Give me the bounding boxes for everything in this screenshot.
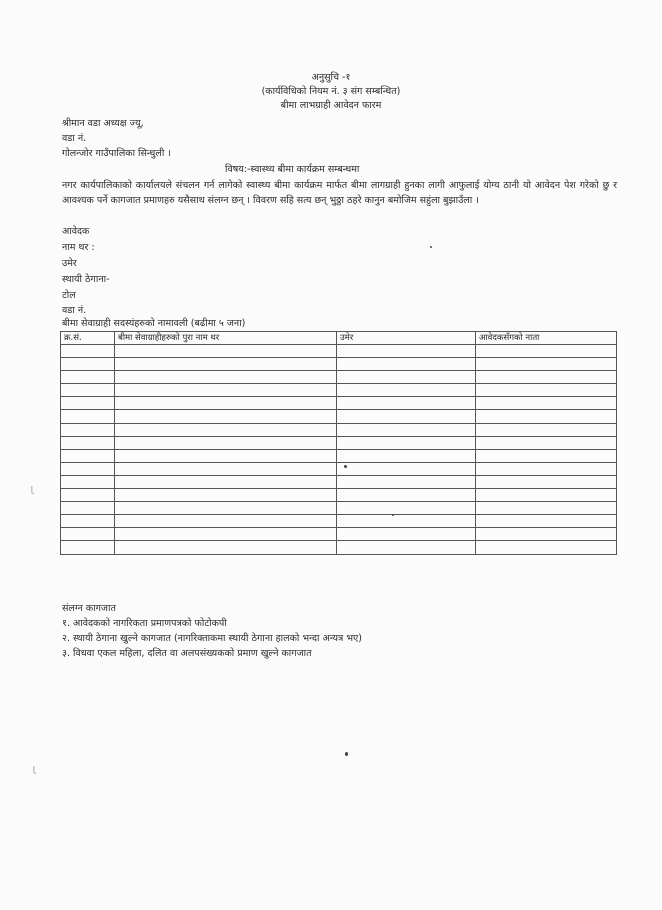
table-cell[interactable] (337, 423, 476, 436)
table-row (61, 515, 617, 528)
application-body: नगर कार्यपालिकाको कार्यालयले संचलन गर्न लागेको स्वास्थ्य बीमा कार्यक्रम मार्फत बीमा लागग्राही हुनका लागी आफुलाई योग्य ठानी यो आवेदन पेश गरेको छु र आवश्यक पर्ने कागजात प्रमाणहरु यसैसाथ संलग्न छन् । विवरण सहि सत्य छन् भुठ्ठा ठहरे कानुन बमोजिम सहुंला बुझाउँला । (62, 180, 617, 206)
table-cell[interactable] (476, 423, 617, 436)
applicant-label: आवेदक (62, 226, 90, 237)
table-cell[interactable] (61, 397, 115, 410)
table-cell[interactable] (476, 345, 617, 358)
form-title: बीमा लाभग्राही आवेदन फारम (280, 100, 382, 111)
applicant-age-field: उमेर (62, 258, 77, 269)
table-cell[interactable] (61, 371, 115, 384)
table-cell[interactable] (476, 397, 617, 410)
table-cell[interactable] (115, 541, 337, 554)
rule-reference: (कार्यविधिको नियम नं. ३ संग सम्बन्धित) (261, 86, 401, 97)
table-row (61, 423, 617, 436)
table-cell[interactable] (337, 436, 476, 449)
table-cell[interactable] (476, 371, 617, 384)
schedule-heading: अनुसुचि -१ (311, 72, 351, 83)
scan-speck (430, 246, 432, 248)
table-cell[interactable] (337, 462, 476, 475)
table-row (61, 528, 617, 541)
applicant-tole-field: टोल (62, 290, 76, 301)
attachment-item-1: १. आवेदकको नागरिकता प्रमाणपत्रको फोटोकपी (62, 618, 227, 629)
table-cell[interactable] (115, 528, 337, 541)
table-row (61, 502, 617, 515)
table-cell[interactable] (476, 528, 617, 541)
table-cell[interactable] (115, 397, 337, 410)
table-cell[interactable] (337, 475, 476, 488)
table-cell[interactable] (476, 449, 617, 462)
table-cell[interactable] (115, 475, 337, 488)
table-cell[interactable] (115, 345, 337, 358)
table-cell[interactable] (61, 358, 115, 371)
table-cell[interactable] (337, 541, 476, 554)
table-cell[interactable] (61, 436, 115, 449)
table-cell[interactable] (476, 515, 617, 528)
header-relation: आवेदकसँगको नाता (476, 332, 617, 345)
attachments-title: संलग्न कागजात (62, 603, 116, 614)
table-cell[interactable] (337, 410, 476, 423)
table-row (61, 358, 617, 371)
attachment-item-2: २. स्थायी ठेगाना खुल्ने कागजात (नागरिक्ताकमा स्थायी ठेगाना हालको भन्दा अन्यत्र भए) (62, 633, 362, 644)
table-cell[interactable] (476, 436, 617, 449)
subject-line: विषय:-स्वास्थ्य बीमा कार्यक्रम सम्बन्धमा (225, 164, 360, 175)
addressee-line-3: गोलन्जोर गाउँपालिका सिन्धुली । (62, 148, 171, 159)
table-cell[interactable] (61, 449, 115, 462)
table-cell[interactable] (476, 384, 617, 397)
scan-mark: ɩ (32, 762, 37, 778)
table-cell[interactable] (115, 384, 337, 397)
header-serial: क्र.सं. (61, 332, 115, 345)
table-cell[interactable] (476, 475, 617, 488)
table-row (61, 475, 617, 488)
addressee-line-1: श्रीमान वडा अध्यक्ष ज्यू, (62, 118, 144, 129)
table-row (61, 410, 617, 423)
table-cell[interactable] (115, 436, 337, 449)
table-cell[interactable] (61, 502, 115, 515)
table-cell[interactable] (337, 515, 476, 528)
applicant-name-field: नाम थर : (62, 242, 95, 253)
table-cell[interactable] (115, 410, 337, 423)
table-cell[interactable] (61, 410, 115, 423)
table-cell[interactable] (337, 358, 476, 371)
table-cell[interactable] (61, 384, 115, 397)
table-row (61, 436, 617, 449)
table-cell[interactable] (61, 541, 115, 554)
table-cell[interactable] (476, 502, 617, 515)
attachment-item-3: ३. विधवा एकल महिला, दलित वा अलपसंख्यकको प्रमाण खुल्ने कागजात (62, 648, 312, 659)
members-table (60, 331, 617, 555)
table-cell[interactable] (61, 515, 115, 528)
table-row (61, 345, 617, 358)
scan-speck (345, 752, 348, 756)
table-cell[interactable] (476, 462, 617, 475)
table-cell[interactable] (61, 423, 115, 436)
table-cell[interactable] (476, 541, 617, 554)
table-row (61, 449, 617, 462)
table-cell[interactable] (115, 371, 337, 384)
table-cell[interactable] (115, 489, 337, 502)
applicant-ward-field: वडा नं. (62, 305, 87, 316)
table-row (61, 462, 617, 475)
table-cell[interactable] (115, 358, 337, 371)
table-cell[interactable] (61, 462, 115, 475)
table-cell[interactable] (61, 528, 115, 541)
table-cell[interactable] (337, 449, 476, 462)
table-cell[interactable] (337, 528, 476, 541)
table-row (61, 489, 617, 502)
table-cell[interactable] (115, 502, 337, 515)
header-full-name: बीमा सेवाग्राहीहरुको पुरा नाम थर (115, 332, 337, 345)
applicant-address-field: स्थायी ठेगाना- (62, 274, 110, 285)
table-cell[interactable] (337, 384, 476, 397)
table-cell[interactable] (61, 345, 115, 358)
scan-speck (392, 514, 394, 516)
scan-speck (344, 465, 347, 468)
table-row (61, 384, 617, 397)
table-cell[interactable] (61, 475, 115, 488)
table-cell[interactable] (337, 397, 476, 410)
table-header-row (61, 332, 617, 345)
table-cell[interactable] (476, 489, 617, 502)
table-cell[interactable] (115, 462, 337, 475)
table-cell[interactable] (115, 423, 337, 436)
table-cell[interactable] (115, 515, 337, 528)
table-cell[interactable] (337, 489, 476, 502)
table-cell[interactable] (476, 358, 617, 371)
table-cell[interactable] (337, 371, 476, 384)
table-row (61, 541, 617, 554)
table-cell[interactable] (337, 502, 476, 515)
header-age: उमेर (337, 332, 476, 345)
addressee-line-2: वडा नं. (62, 133, 87, 144)
table-cell[interactable] (476, 410, 617, 423)
table-row (61, 371, 617, 384)
table-cell[interactable] (115, 449, 337, 462)
table-cell[interactable] (337, 345, 476, 358)
scan-mark: ɩ (30, 482, 35, 498)
members-table-caption: बीमा सेवाग्राही सदस्यंहरुको नामावली (बढीमा ५ जना) (62, 318, 246, 329)
table-row (61, 397, 617, 410)
table-cell[interactable] (61, 489, 115, 502)
